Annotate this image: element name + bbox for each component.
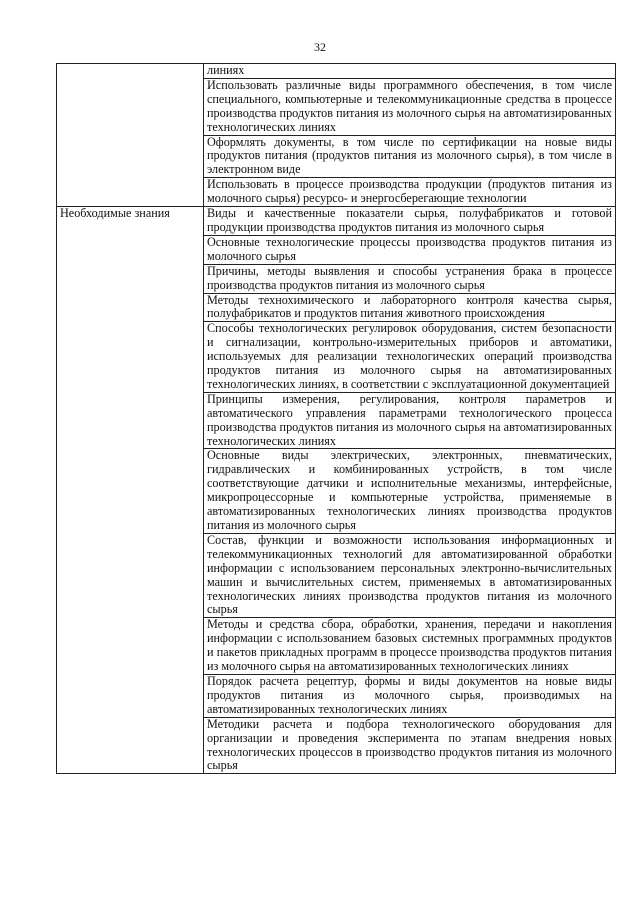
table-cell: Порядок расчета рецептур, формы и виды документов на новые виды продуктов питания из молочного сырья, производимых на автоматизированных технологических линиях xyxy=(204,674,616,717)
table-cell: Виды и качественные показатели сырья, полуфабрикатов и готовой продукции производства продуктов питания из молочного сырья xyxy=(204,207,616,236)
table-cell: линиях xyxy=(204,64,616,79)
table-cell: Методы технохимического и лабораторного контроля качества сырья, полуфабрикатов и продуктов питания животного происхождения xyxy=(204,293,616,322)
table-cell: Методики расчета и подбора технологического оборудования для организации и проведения эксперимента по этапам внедрения новых технологических процессов в производство продуктов питания из молочного сырья xyxy=(204,717,616,774)
table-cell: Методы и средства сбора, обработки, хранения, передачи и накопления информации с использованием базовых системных программных продуктов и пакетов прикладных программ в процессе производства продуктов питания из молочного сырья на автоматизированных технологических линиях xyxy=(204,618,616,675)
table-row xyxy=(57,64,616,79)
table-cell: Оформлять документы, в том числе по сертификации на новые виды продуктов питания (продуктов питания из молочного сырья), в том числе в электронном виде xyxy=(204,135,616,178)
table-cell: Способы технологических регулировок оборудования, систем безопасности и сигнализации, контрольно-измерительных приборов и автоматики, используемых для реализации технологических операций производства продуктов питания из молочного сырья на автоматизированных технологических линиях, в соответствии с эксплуатационной документацией xyxy=(204,322,616,393)
row-head-empty xyxy=(57,64,204,207)
table-cell: Принципы измерения, регулирования, контроля параметров и автоматического управления параметрами технологического процесса производства продуктов питания из молочного сырья на автоматизированных технологических линиях xyxy=(204,392,616,449)
table-cell: Основные технологические процессы производства продуктов питания из молочного сырья xyxy=(204,235,616,264)
table-row xyxy=(57,207,616,236)
table-cell: Использовать в процессе производства продукции (продуктов питания из молочного сырья) ресурсо- и энергосберегающие технологии xyxy=(204,178,616,207)
row-head-knowledge: Необходимые знания xyxy=(57,207,204,774)
page-number: 32 xyxy=(314,40,326,54)
competency-table xyxy=(56,63,616,774)
table-cell: Основные виды электрических, электронных, пневматических, гидравлических и комбинированных устройств, в том числе соответствующие датчики и исполнительные механизмы, интерфейсные, микропроцессорные и компьютерные устройства, применяемые в автоматизированных технологических линиях производства продуктов питания из молочного сырья xyxy=(204,449,616,533)
table-cell: Использовать различные виды программного обеспечения, в том числе специального, компьютерные и телекоммуникационные средства в процессе производства продуктов питания из молочного сырья на автоматизированных технологических линиях xyxy=(204,78,616,135)
table-cell: Причины, методы выявления и способы устранения брака в процессе производства продуктов питания из молочного сырья xyxy=(204,264,616,293)
table-cell: Состав, функции и возможности использования информационных и телекоммуникационных технологий для автоматизированной обработки информации с использованием персональных электронно-вычислительных машин и вычислительных систем, применяемых в автоматизированных технологических линиях производства продуктов питания из молочного сырья xyxy=(204,533,616,617)
